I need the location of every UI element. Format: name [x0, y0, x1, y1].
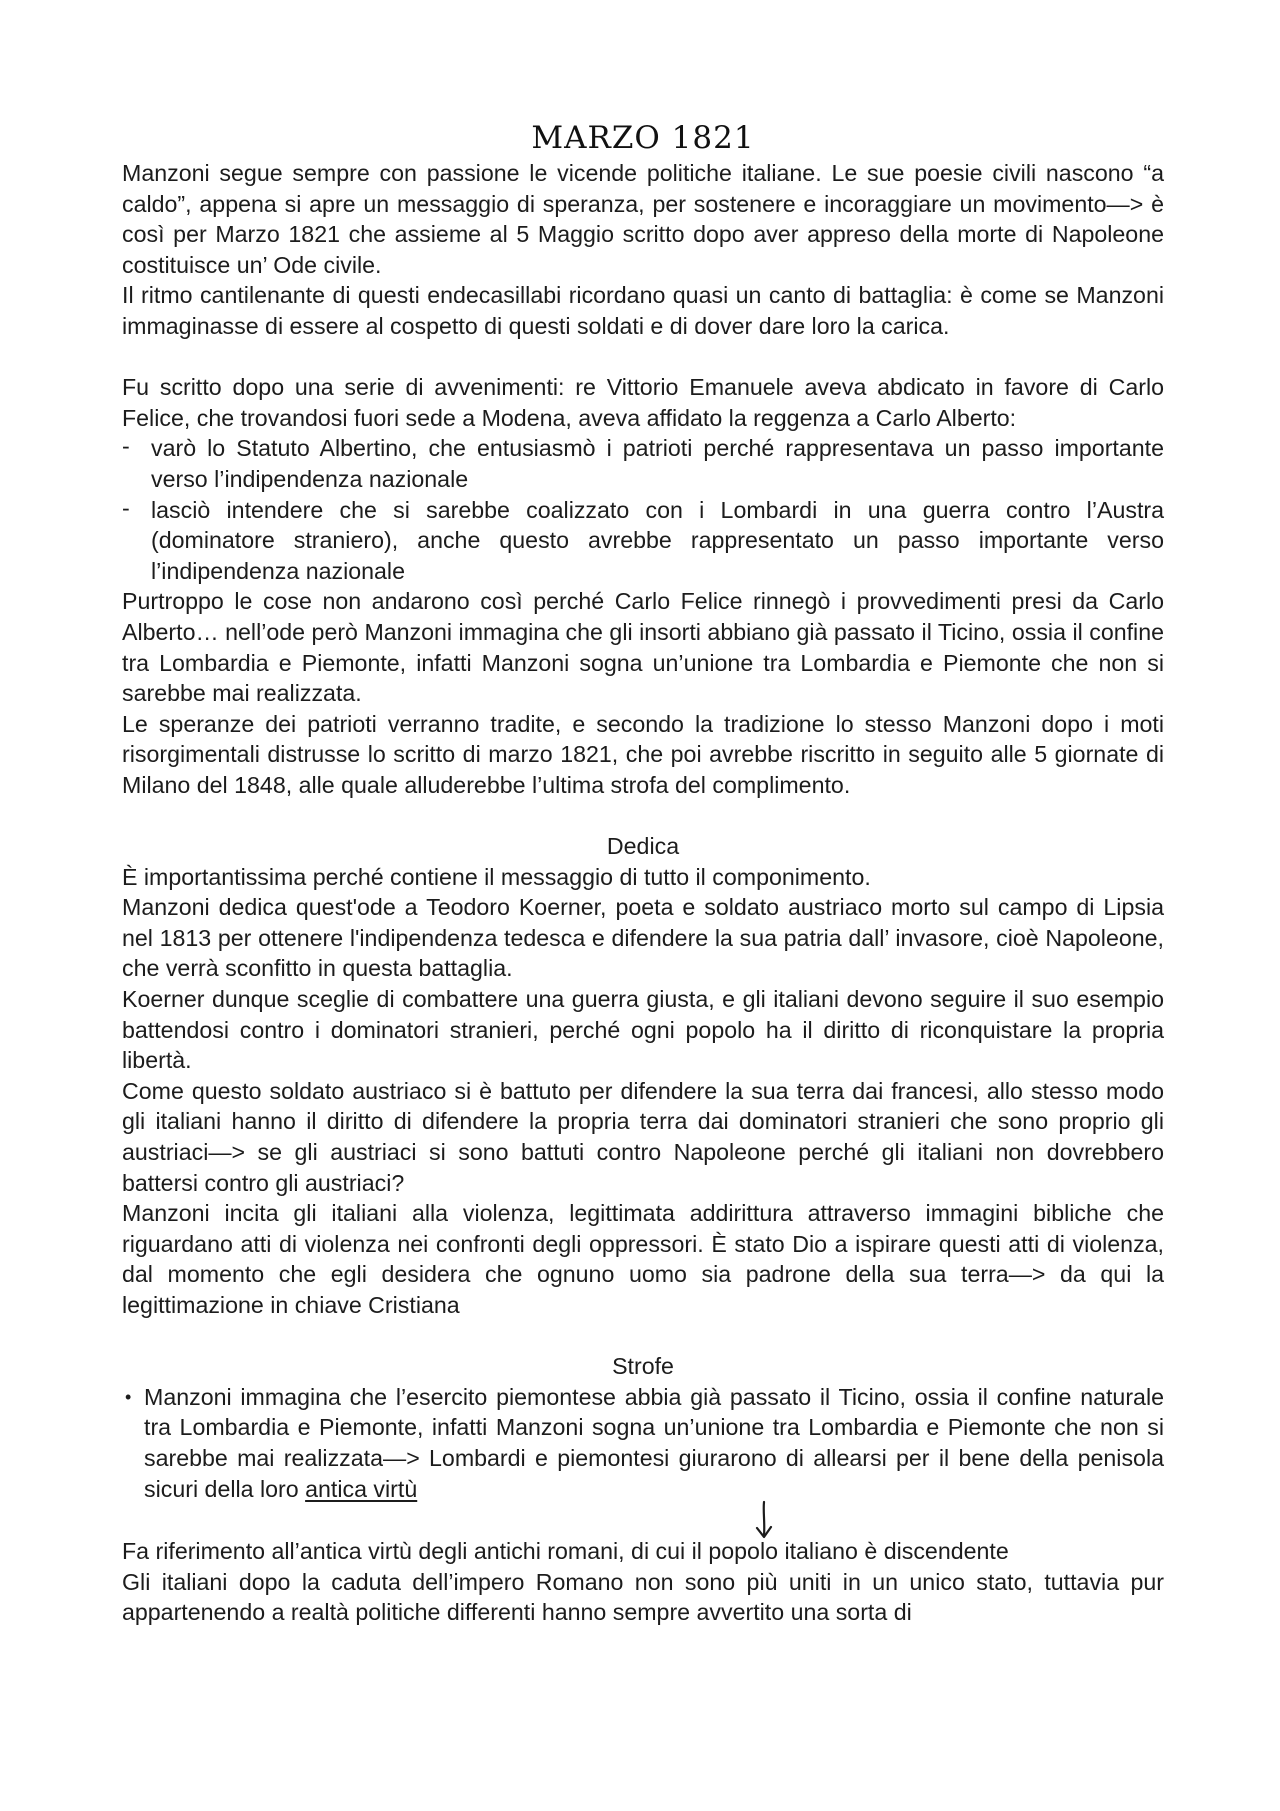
- dedica-paragraph-2: Manzoni dedica quest'ode a Teodoro Koerner, poeta e soldato austriaco morto sul campo di Lipsia nel 1813 per ottenere l'indipendenza tedesca e difendere la sua patria dall’ invasore, cioè Napoleone, che verrà sconfitto in questa battaglia.: [122, 894, 1164, 982]
- bullet-text: Manzoni immagina che l’esercito piemontese abbia già passato il Ticino, ossia il confine naturale tra Lombardia e Piemonte, infatti Manzoni sogna un’unione tra Lombardia e Piemonte che non si sarebbe mai realizzata—> Lombardi e piemontesi giurarono di allearsi per il bene della penisola sicuri della loro: [144, 1383, 1164, 1502]
- intro-paragraph-2: Il ritmo cantilenante di questi endecasillabi ricordano quasi un canto di battaglia: è come se Manzoni immaginasse di essere al cospetto di questi soldati e di dover dare loro la carica.: [122, 282, 1164, 339]
- page-title: MARZO 1821: [531, 120, 755, 156]
- context-paragraph-2: Purtroppo le cose non andarono così perché Carlo Felice rinnegò i provvedimenti presi da Carlo Alberto… nell’ode però Manzoni immagina che gli insorti abbiano già passato il Ticino, ossia il confine tra Lombardia e Piemonte, infatti Manzoni sogna un’unione tra Lombardia e Piemonte che non si sarebbe mai realizzata.: [122, 588, 1164, 707]
- strofe-list: [122, 1382, 1164, 1504]
- dedica-paragraph-5: Manzoni incita gli italiani alla violenza, legittimata addirittura attraverso immagini bibliche che riguardano atti di violenza nei confronti degli oppressori. È stato Dio a ispirare questi atti di violenza, dal momento che egli desidera che ognuno uomo sia padrone della sua terra—> da qui la legittimazione in chiave Cristiana: [122, 1200, 1164, 1318]
- list-item: - lasciò intendere che si sarebbe coalizzato con i Lombardi in una guerra contro l’Austra (dominatore straniero), anche questo avrebbe rappresentato un passo importante verso l’indipendenza nazionale: [122, 495, 1164, 587]
- strofe-paragraph-2: Gli italiani dopo la caduta dell’impero Romano non sono più uniti in un unico stato, tuttavia pur appartenendo a realtà politiche differenti hanno sempre avvertito una sorta di: [122, 1568, 1164, 1626]
- dedica-paragraph-3: Koerner dunque sceglie di combattere una guerra giusta, e gli italiani devono seguire il suo esempio battendosi contro i dominatori stranieri, perché ogni popolo ha il diritto di riconquistare la propria libertà.: [122, 986, 1164, 1074]
- strofe-paragraph-1: Fa riferimento all’antica virtù degli antichi romani, di cui il popolo italiano è discendente: [122, 1538, 1009, 1565]
- strofe-heading: Strofe: [612, 1353, 674, 1380]
- list-item: [122, 1382, 1164, 1504]
- intro-paragraph-1: Manzoni segue sempre con passione le vicende politiche italiane. Le sue poesie civili nascono “a caldo”, appena si apre un messaggio di speranza, per sostenere e incoraggiare un movimento—> è così per Marzo 1821 che assieme al 5 Maggio scritto dopo aver appreso della morte di Napoleone costituisce un’ Ode civile.: [122, 160, 1164, 278]
- spacer: [122, 1321, 1164, 1352]
- underlined-phrase: antica virtù: [305, 1475, 418, 1502]
- context-paragraph-3: Le speranze dei patrioti verranno tradite, e secondo la tradizione lo stesso Manzoni dopo i moti risorgimentali distrusse lo scritto di marzo 1821, che poi avrebbe riscritto in seguito alle 5 giornate di Milano del 1848, alle quale alluderebbe l’ultima strofa del complimento.: [122, 710, 1164, 798]
- spacer: [122, 800, 1164, 831]
- dedica-paragraph-4: Come questo soldato austriaco si è battuto per difendere la sua terra dai francesi, allo stesso modo gli italiani hanno il diritto di difendere la propria terra dai dominatori stranieri che sono proprio gli austriaci—> se gli austriaci si sono battuti contro Napoleone perché gli italiani non dovrebbero battersi contro gli austriaci?: [122, 1077, 1164, 1196]
- dedica-heading: Dedica: [606, 833, 680, 860]
- spacer: [122, 342, 1164, 373]
- dedica-paragraph-1: È importantissima perché contiene il messaggio di tutto il componimento.: [122, 863, 871, 890]
- context-list: [122, 433, 1164, 586]
- context-paragraph-1: Fu scritto dopo una serie di avvenimenti: re Vittorio Emanuele aveva abdicato in favore di Carlo Felice, che trovandosi fuori sede a Modena, aveva affidato la reggenza a Carlo Alberto:: [122, 374, 1164, 431]
- hand-drawn-down-arrow-icon: [752, 1500, 776, 1542]
- annotation-row: [122, 1504, 1164, 1536]
- list-item: - varò lo Statuto Albertino, che entusiasmò i patrioti perché rappresentava un passo importante verso l’indipendenza nazionale: [122, 433, 1164, 494]
- document-page: [122, 120, 1164, 1628]
